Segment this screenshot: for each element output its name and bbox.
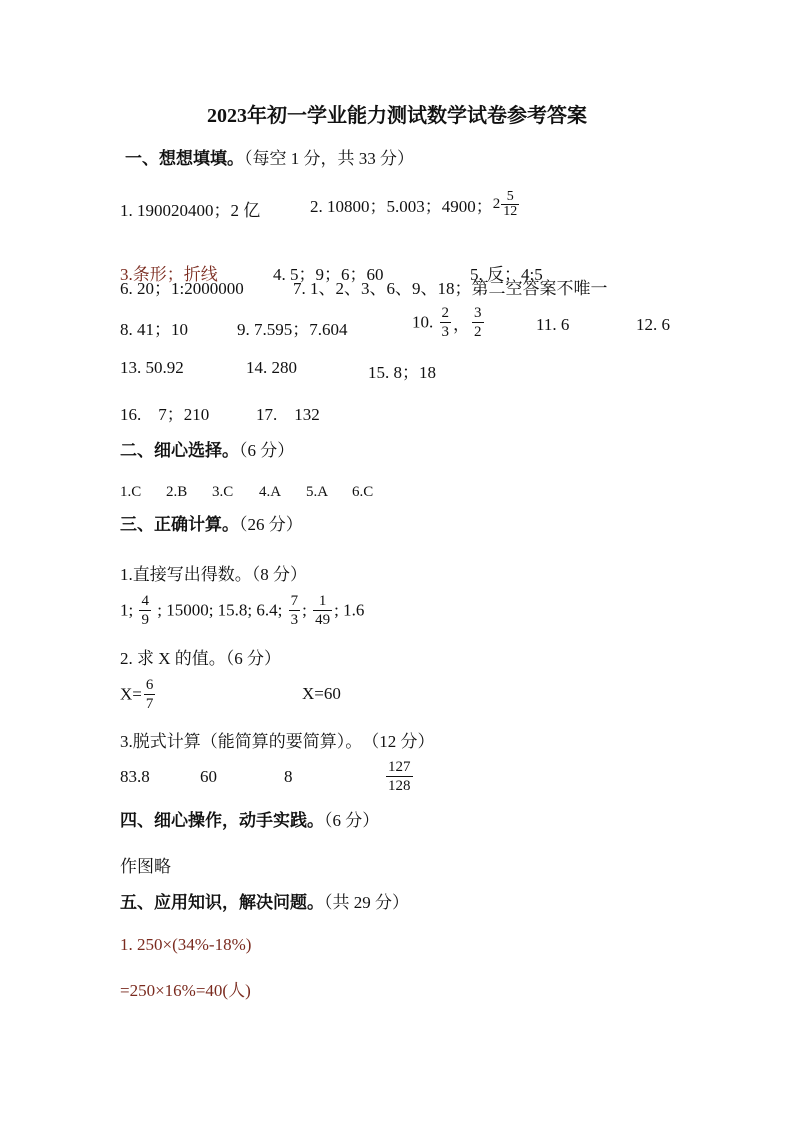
section-4-note: （6 分） bbox=[324, 811, 380, 830]
fraction-denominator: 49 bbox=[315, 612, 331, 628]
part-1-text-4: ; 1.6 bbox=[334, 600, 365, 620]
part-1-text-3: ; bbox=[302, 600, 312, 620]
part-3-label: 3.脱式计算（能简算的要简算）。 （12 分） bbox=[120, 732, 435, 751]
fraction-numerator: 6 bbox=[145, 677, 154, 693]
section-4-heading bbox=[120, 810, 379, 832]
fraction-2-3 bbox=[440, 304, 452, 341]
part-3-result-3: 8 bbox=[284, 767, 293, 786]
answer-8: 8. 41；10 bbox=[120, 320, 188, 339]
part-1-text-2: ; 15000; 15.8; 6.4; bbox=[152, 600, 287, 620]
fraction-127-128 bbox=[386, 758, 413, 795]
fraction-4-9 bbox=[139, 592, 151, 629]
answer-10-prefix: 10. bbox=[412, 312, 434, 332]
part-3-result-4 bbox=[384, 758, 415, 795]
fraction-denominator: 2 bbox=[474, 324, 482, 340]
fraction-denominator: 3 bbox=[290, 612, 299, 628]
section-2-note: （6 分） bbox=[239, 441, 295, 460]
section-3-heading bbox=[120, 514, 303, 536]
fraction-denominator: 12 bbox=[503, 204, 518, 219]
fraction-3-2 bbox=[472, 304, 484, 341]
fraction-denominator: 9 bbox=[141, 612, 149, 628]
choice-answer-4: 4.A bbox=[259, 484, 282, 500]
fraction-denominator: 128 bbox=[388, 778, 411, 794]
section-4-title: 四、细心操作，动手实践。 bbox=[120, 811, 324, 830]
section-5-title: 五、应用知识，解决问题。 bbox=[120, 893, 324, 912]
answer-2 bbox=[310, 190, 521, 219]
section-3-title: 三、正确计算。 bbox=[120, 515, 239, 534]
fraction-numerator: 4 bbox=[141, 593, 149, 609]
part-2-label: 2. 求 X 的值。（6 分） bbox=[120, 649, 282, 668]
section-5-note: （共 29 分） bbox=[324, 893, 409, 912]
part-1-answers bbox=[120, 592, 364, 629]
choice-answer-1: 1.C bbox=[120, 484, 142, 500]
answer-2-text: 2. 10800；5.003；4900； bbox=[310, 197, 493, 216]
answer-3: 3.条形；折线 bbox=[120, 265, 218, 284]
mixed-whole: 2 bbox=[492, 196, 501, 212]
problem-1-line-1: 1. 250×(34%-18%) bbox=[120, 935, 252, 954]
answer-7: 7. 1、2、3、6、9、18；第二空答案不唯一 bbox=[293, 279, 608, 298]
choice-answer-6: 6.C bbox=[352, 484, 374, 500]
part-1-text-1: 1; bbox=[120, 600, 138, 620]
mixed-fraction bbox=[501, 190, 519, 219]
section-1-note: （每空 1 分，共 33 分） bbox=[244, 149, 414, 168]
fraction-denominator: 3 bbox=[441, 324, 449, 340]
page-title: 2023年初一学业能力测试数学试卷参考答案 bbox=[207, 105, 587, 127]
answer-5: 5. 反；4:5 bbox=[470, 265, 543, 284]
answer-1: 1. 190020400；2 亿 bbox=[120, 201, 261, 220]
section-2-title: 二、细心选择。 bbox=[120, 441, 239, 460]
part-2-answer-2: X=60 bbox=[302, 684, 341, 703]
choice-answer-5: 5.A bbox=[306, 484, 329, 500]
fraction-numerator: 3 bbox=[474, 305, 482, 321]
fraction-1-49 bbox=[313, 592, 332, 629]
answer-12: 12. 6 bbox=[636, 315, 670, 334]
answer-15: 15. 8；18 bbox=[368, 363, 436, 382]
choice-answer-2: 2.B bbox=[166, 484, 188, 500]
section-5-heading bbox=[120, 892, 409, 914]
part-2-x-prefix: X= bbox=[120, 684, 142, 704]
answer-11: 11. 6 bbox=[536, 315, 570, 334]
fraction-denominator: 7 bbox=[145, 696, 154, 712]
fraction-7-3 bbox=[289, 592, 301, 629]
part-1-label: 1.直接写出得数。（8 分） bbox=[120, 565, 307, 584]
answer-10 bbox=[412, 304, 486, 341]
answer-17: 17. 132 bbox=[256, 405, 320, 424]
section-1-heading bbox=[125, 148, 414, 170]
answer-10-sep: ， bbox=[453, 315, 470, 334]
fraction-numerator: 1 bbox=[313, 592, 332, 611]
fraction-numerator: 127 bbox=[388, 759, 411, 775]
choice-answer-3: 3.C bbox=[212, 484, 234, 500]
fraction-6-7 bbox=[144, 676, 156, 713]
answer-14: 14. 280 bbox=[246, 358, 297, 377]
mixed-number-2-5-12 bbox=[493, 190, 522, 219]
section-4-body: 作图略 bbox=[120, 857, 171, 876]
part-2-answer-1 bbox=[120, 676, 157, 713]
answer-16: 16. 7；210 bbox=[120, 405, 210, 424]
section-2-heading bbox=[120, 440, 294, 462]
fraction-numerator: 7 bbox=[290, 593, 299, 609]
fraction-numerator: 2 bbox=[441, 305, 449, 321]
section-1-title: 一、想想填填。 bbox=[125, 149, 244, 168]
part-3-result-1: 83.8 bbox=[120, 767, 150, 786]
part-3-result-2: 60 bbox=[200, 767, 217, 786]
answer-6: 6. 20；1:2000000 bbox=[120, 279, 244, 298]
answer-4: 4. 5；9；6；60 bbox=[273, 265, 384, 284]
section-3-note: （26 分） bbox=[239, 515, 303, 534]
answer-13: 13. 50.92 bbox=[120, 358, 184, 377]
problem-1-line-2: =250×16%=40(人) bbox=[120, 981, 251, 1000]
answer-9: 9. 7.595；7.604 bbox=[237, 320, 348, 339]
fraction-numerator: 5 bbox=[501, 190, 519, 205]
